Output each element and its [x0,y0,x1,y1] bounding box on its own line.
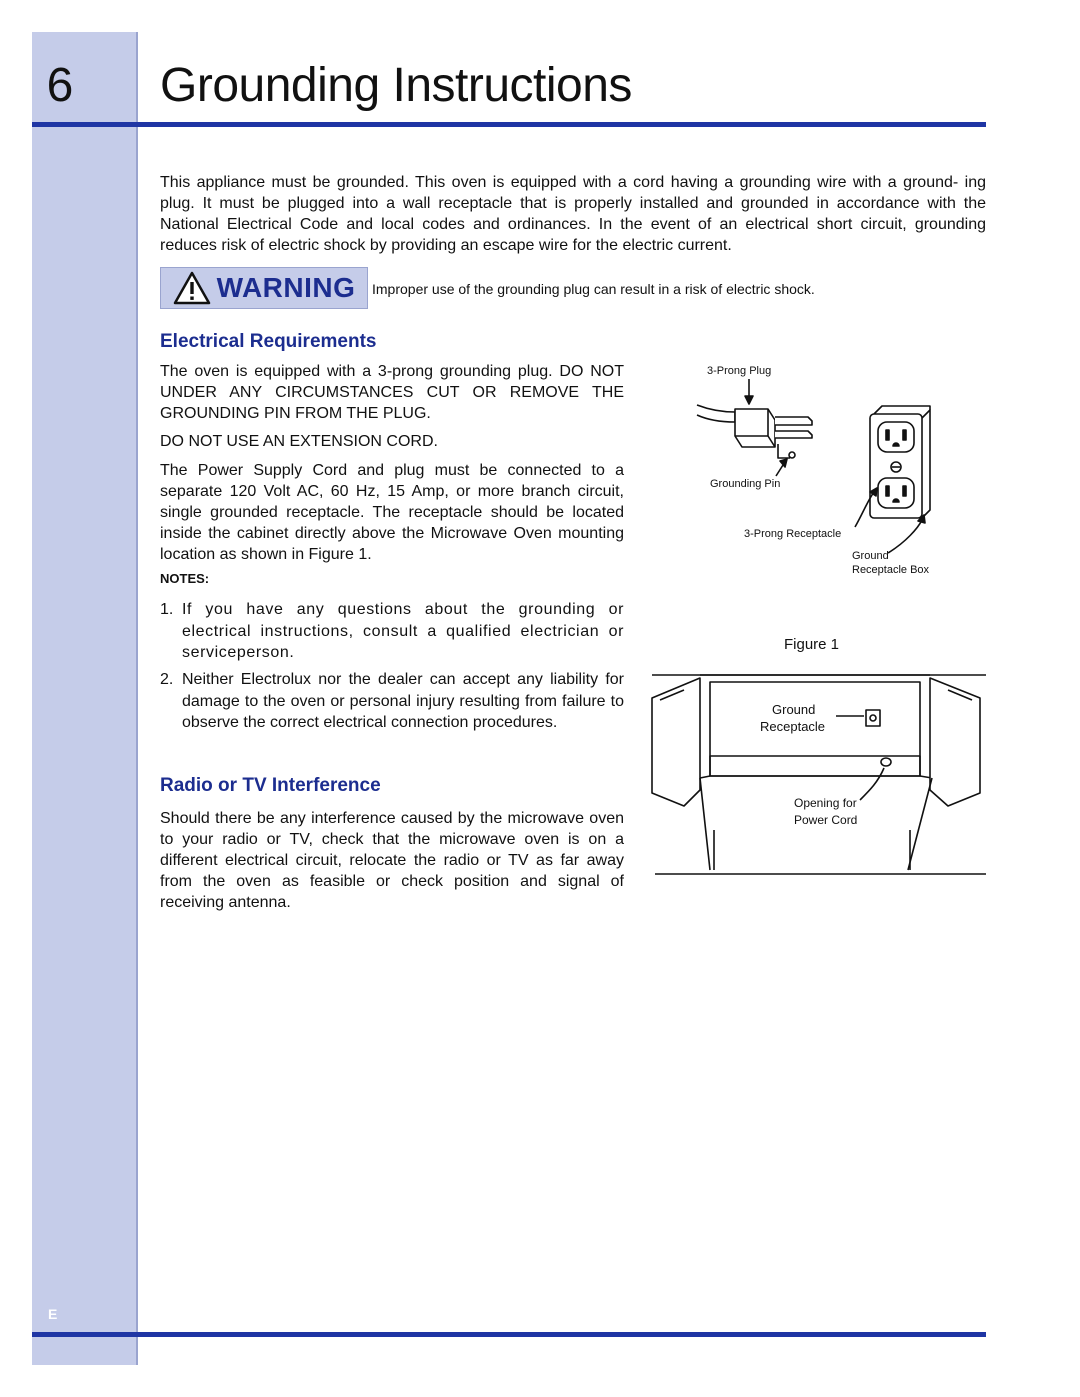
warning-label: WARNING [216,272,356,303]
label-opening-line1: Opening for [794,796,857,810]
label-cabinet-ground-line2: Receptacle [760,719,826,734]
label-ground-box-line2: Receptacle Box [852,564,930,576]
figure-caption: Figure 1 [784,636,840,653]
three-prong-receptacle-drawing [855,406,930,553]
electrical-paragraph-1: The oven is equipped with a 3-prong grounding plug. DO NOT UNDER ANY CIRCUMSTANCES CUT OR REMOVE THE GROUNDING PIN FROM THE PLUG. [160,363,624,422]
label-cabinet-ground-line1: Ground [772,702,816,717]
label-grounding-pin: Grounding Pin [710,478,781,490]
electrical-paragraph-2: DO NOT USE AN EXTENSION CORD. [160,433,438,450]
note-text: Neither Electrolux nor the dealer can accept any liability for damage to the oven or personal injury resulting from failure to observe the correct electrical connection procedures. [182,671,624,731]
intro-paragraph: This appliance must be grounded. This oven is equipped with a cord having a grounding wire with a ground- ing plug. It must be plugged into a wall receptacle that is properly installed and grounded in accordance with the National Electrical Code and local codes and ordinances. In the event of an electrical short circuit, grounding reduces risk of electric shock by providing an escape wire for the electric current. [160,174,986,254]
footer-rule [32,1332,986,1337]
radio-tv-paragraph: Should there be any interference caused by the microwave oven to your radio or TV, check that the microwave oven is on a different electrical circuit, relocate the radio or TV as far away from the oven as feasible or check position and signal of receiving antenna. [160,810,624,911]
language-tab: E [48,1306,58,1322]
cabinet-drawing [652,675,986,874]
label-three-prong-plug: 3-Prong Plug [707,365,772,377]
radio-tv-heading: Radio or TV Interference [160,775,381,796]
warning-text: Improper use of the grounding plug can result in a risk of electric shock. [372,281,815,297]
three-prong-plug-drawing [697,379,812,476]
electrical-paragraph-3: The Power Supply Cord and plug must be connected to a separate 120 Volt AC, 60 Hz, 15 Amp, or more branch circuit, single grounded receptacle. The receptacle should be located inside the cabinet directly above the Microwave Oven mounting location as shown in Figure 1. [160,462,624,563]
note-number: 2. [160,671,174,688]
notes-label: NOTES: [160,571,210,586]
label-three-prong-receptacle: 3-Prong Receptacle [744,528,842,540]
note-number: 1. [160,601,174,618]
page-title: Grounding Instructions [160,59,632,112]
label-opening-line2: Power Cord [794,813,858,827]
electrical-requirements-heading: Electrical Requirements [160,331,377,352]
chapter-number: 6 [46,59,74,112]
note-text: If you have any questions about the grounding or electrical instructions, consult a qualified electrician or serviceperson. [182,601,624,661]
label-ground-box-line1: Ground [852,550,889,562]
